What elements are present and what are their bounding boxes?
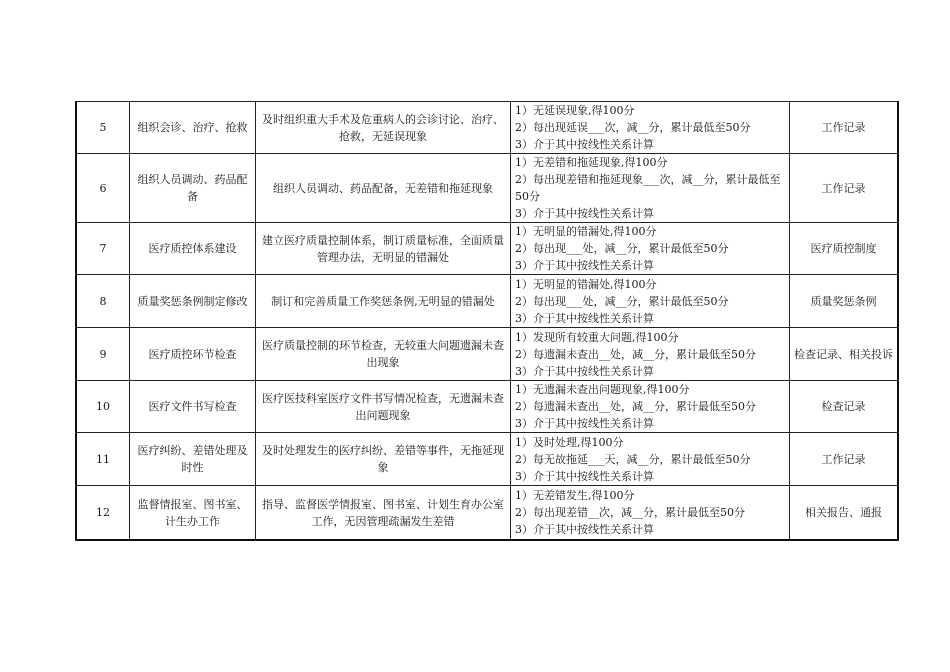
table-row xyxy=(76,381,898,433)
item-name: 医疗纠纷、差错处理及时性 xyxy=(130,433,256,486)
item-name: 医疗质控体系建设 xyxy=(130,223,256,275)
data-source: 检查记录、相关投诉 xyxy=(790,328,899,381)
data-source: 工作记录 xyxy=(790,433,899,486)
item-name: 医疗质控环节检查 xyxy=(130,328,256,381)
scoring-line: 1）无延误现象,得100分 xyxy=(515,104,635,117)
row-number: 8 xyxy=(76,275,130,328)
scoring-line: 2）每遗漏未查出__处，减__分，累计最低至50分 xyxy=(515,400,756,413)
standard-text: 制订和完善质量工作奖惩条例,无明显的错漏处 xyxy=(256,275,511,328)
row-number: 6 xyxy=(76,154,130,223)
scoring-line: 1）无明显的错漏处,得100分 xyxy=(515,277,657,291)
standard-text: 指导、监督医学情报室、图书室、计划生育办公室工作，无因管理疏漏发生差错 xyxy=(256,486,511,541)
data-source: 质量奖惩条例 xyxy=(790,275,899,328)
scoring-line: 3）介于其中按线性关系计算 xyxy=(515,259,654,272)
row-number: 12 xyxy=(76,486,130,541)
data-source: 相关报告、通报 xyxy=(790,486,899,541)
scoring-rules xyxy=(511,275,790,328)
scoring-rules xyxy=(511,381,790,433)
scoring-line: 1）无遗漏未查出问题现象,得100分 xyxy=(515,383,690,396)
scoring-line: 3）介于其中按线性关系计算 xyxy=(515,417,654,430)
standard-text: 及时处理发生的医疗纠纷、差错等事件，无拖延现象 xyxy=(256,433,511,486)
standard-text: 医疗质量控制的环节检查，无较重大问题遗漏未查出现象 xyxy=(256,328,511,381)
standard-text: 医疗医技科室医疗文件书写情况检查，无遗漏未查出问题现象 xyxy=(256,381,511,433)
row-number: 5 xyxy=(76,102,130,154)
scoring-line: 2）每出现___处，减__分，累计最低至50分 xyxy=(515,294,729,308)
scoring-line: 3）介于其中按线性关系计算 xyxy=(515,523,654,536)
row-number: 9 xyxy=(76,328,130,381)
scoring-rules xyxy=(511,433,790,486)
standard-text: 及时组织重大手术及危重病人的会诊讨论、治疗、抢救，无延误现象 xyxy=(256,102,511,154)
data-source: 检查记录 xyxy=(790,381,899,433)
data-source: 工作记录 xyxy=(790,154,899,223)
table-row xyxy=(76,328,898,381)
item-name: 组织人员调动、药品配备 xyxy=(130,154,256,223)
row-number: 7 xyxy=(76,223,130,275)
scoring-line: 1）发现所有较重大问题,得100分 xyxy=(515,330,679,344)
scoring-line: 2）每出现___处，减__分，累计最低至50分 xyxy=(515,242,729,255)
data-source: 工作记录 xyxy=(790,102,899,154)
item-name: 监督情报室、图书室、计生办工作 xyxy=(130,486,256,541)
scoring-line: 1）无明显的错漏处,得100分 xyxy=(515,225,657,238)
scoring-rules xyxy=(511,223,790,275)
scoring-line: 3）介于其中按线性关系计算 xyxy=(515,138,654,151)
standard-text: 建立医疗质量控制体系，制订质量标准，全面质量管理办法，无明显的错漏处 xyxy=(256,223,511,275)
scoring-line: 2）每出现差错__次，减__分，累计最低至50分 xyxy=(515,506,745,519)
table-row xyxy=(76,433,898,486)
item-name: 医疗文件书写检查 xyxy=(130,381,256,433)
table-row xyxy=(76,486,898,541)
scoring-rules xyxy=(511,328,790,381)
table-row xyxy=(76,154,898,223)
scoring-line: 2）每出现差错和拖延现象___次，减__分，累计最低至50分 xyxy=(515,173,781,203)
scoring-line: 3）介于其中按线性关系计算 xyxy=(515,207,654,220)
scoring-line: 3）介于其中按线性关系计算 xyxy=(515,364,654,378)
evaluation-table xyxy=(75,101,899,541)
table-row xyxy=(76,223,898,275)
scoring-line: 2）每遗漏未查出__处，减__分，累计最低至50分 xyxy=(515,347,756,361)
scoring-rules xyxy=(511,154,790,223)
scoring-line: 3）介于其中按线性关系计算 xyxy=(515,469,654,483)
scoring-line: 1）及时处理,得100分 xyxy=(515,435,624,449)
scoring-line: 3）介于其中按线性关系计算 xyxy=(515,311,654,325)
standard-text: 组织人员调动、药品配备，无差错和拖延现象 xyxy=(256,154,511,223)
scoring-rules xyxy=(511,102,790,154)
scoring-line: 1）无差错发生,得100分 xyxy=(515,489,635,502)
scoring-line: 2）每出现延误___次，减__分，累计最低至50分 xyxy=(515,121,751,134)
scoring-line: 1）无差错和拖延现象,得100分 xyxy=(515,156,668,169)
item-name: 质量奖惩条例制定修改 xyxy=(130,275,256,328)
item-name: 组织会诊、治疗、抢救 xyxy=(130,102,256,154)
row-number: 11 xyxy=(76,433,130,486)
data-source: 医疗质控制度 xyxy=(790,223,899,275)
table-row xyxy=(76,275,898,328)
scoring-rules xyxy=(511,486,790,541)
table-row xyxy=(76,102,898,154)
row-number: 10 xyxy=(76,381,130,433)
scoring-line: 2）每无故拖延___天，减__分，累计最低至50分 xyxy=(515,452,751,466)
